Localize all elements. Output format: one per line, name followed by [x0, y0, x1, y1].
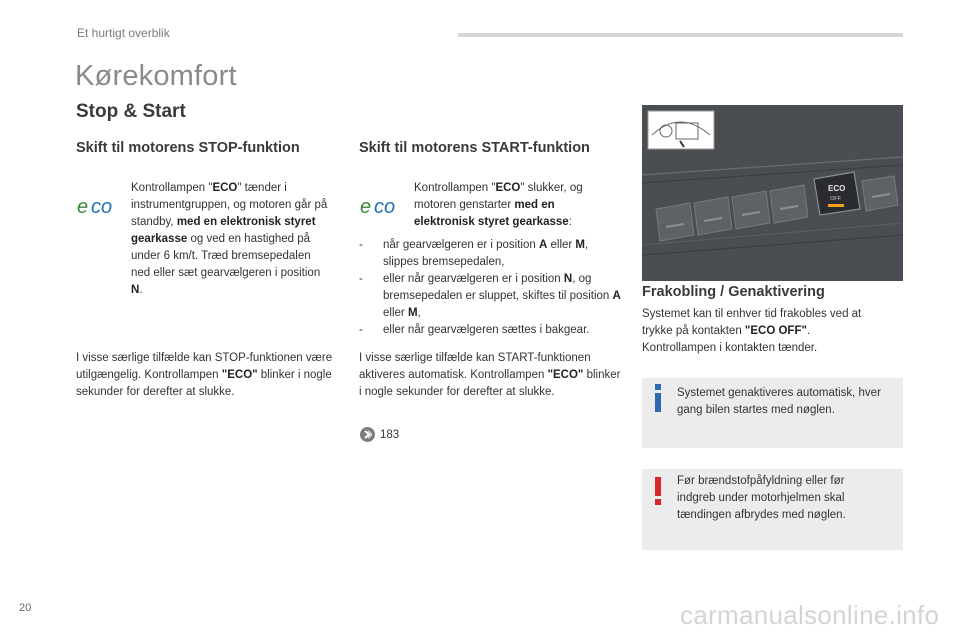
text: :: [568, 216, 572, 228]
reference-page-number: 183: [380, 428, 400, 441]
eco-icon: [77, 195, 123, 217]
eco-off-button-label-off: OFF: [830, 196, 841, 202]
eco-off-button-label: ECO: [828, 184, 846, 193]
text: I visse særlige tilfælde kan START-funktionen aktiveres automatisk. Kontrollampen: [359, 352, 591, 381]
running-header: Et hurtigt overblik: [77, 26, 170, 40]
info-text: Systemet genaktiveres automatisk, hver gang bilen startes med nøglen.: [677, 387, 881, 416]
eco-icon-letters-co: co: [374, 196, 396, 217]
eco-word: ECO: [212, 182, 238, 194]
start-function-paragraph: [414, 180, 614, 231]
text: eller når gearvælgeren sættes i bakgear.: [383, 324, 590, 336]
text: blinker i nogle sekunder for derefter at slukke.: [359, 369, 621, 398]
eco-icon-letters-co: co: [91, 196, 113, 217]
position-n: N: [131, 284, 140, 296]
watermark: carmanualsonline.info: [680, 600, 940, 630]
text: . Kontrollampen i kontakten tænder.: [642, 325, 818, 354]
eco-word: "ECO": [547, 369, 584, 381]
gearbox-emphasis: med en elektronisk styret gearkasse: [414, 199, 569, 228]
eco-icon-letter-e: e: [77, 196, 89, 217]
info-icon: [653, 384, 663, 412]
eco-word: "ECO": [221, 369, 258, 381]
position-a: A: [612, 290, 621, 302]
page-reference-link[interactable]: [360, 427, 399, 442]
header-rule: [458, 33, 903, 37]
start-function-heading: Skift til motorens START-funktion: [359, 140, 590, 156]
text: eller: [383, 307, 408, 319]
text: Kontrollampen ": [414, 182, 496, 194]
deactivation-heading: Frakobling / Genaktivering: [642, 284, 825, 300]
info-box: [642, 378, 903, 448]
gearbox-emphasis: med en elektronisk styret gearkasse: [131, 216, 316, 245]
list-item: [359, 237, 621, 271]
chevron-right-icon: [360, 427, 375, 442]
text: eller: [547, 239, 576, 251]
list-item: [359, 322, 621, 339]
eco-off-switch-photo: [642, 105, 903, 281]
warning-text: Før brændstofpåfyldning eller før indgreb under motorhjelmen skal tændingen afbrydes med nøglen.: [677, 475, 846, 521]
text: , slippes bremsepedalen,: [383, 239, 589, 268]
eco-icon-letter-e: e: [360, 196, 372, 217]
position-m: M: [575, 239, 586, 251]
start-special-cases-paragraph: [359, 350, 621, 401]
start-conditions-list: [359, 237, 621, 339]
list-item: [359, 271, 621, 322]
text: I visse særlige tilfælde kan STOP-funktionen være utilgængelig. Kontrollampen: [76, 352, 333, 381]
position-n: N: [563, 273, 573, 285]
warning-box: [642, 469, 903, 550]
text: ,: [417, 307, 421, 319]
eco-word: ECO: [495, 182, 521, 194]
text: Systemet kan til enhver tid frakobles ved at trykke på kontakten: [642, 308, 862, 337]
text: " tænder i instrumentgruppen, og motoren går på standby,: [131, 182, 328, 228]
deactivation-paragraph: [642, 306, 882, 357]
text: Kontrollampen ": [131, 182, 213, 194]
text: eller når gearvælgeren er i position: [383, 273, 564, 285]
text: " slukker, og motoren genstarter: [414, 182, 583, 211]
eco-off-emphasis: "ECO OFF": [744, 325, 807, 337]
text: , og bremsepedalen er sluppet, skiftes til position: [383, 273, 613, 302]
text: når gearvælgeren er i position: [383, 239, 539, 251]
page-title: Kørekomfort: [75, 60, 237, 92]
page-number: 20: [19, 602, 32, 614]
warning-icon: [653, 477, 663, 505]
position-a: A: [538, 239, 548, 251]
stop-function-heading: Skift til motorens STOP-funktion: [76, 140, 300, 156]
section-title: Stop & Start: [76, 101, 186, 122]
text: og ved en hastighed på under 6 km/t. Træd bremsepedalen ned eller sæt gearvælgeren i position: [131, 233, 321, 279]
text: .: [139, 284, 143, 296]
stop-special-cases-paragraph: [76, 350, 338, 401]
text: blinker i nogle sekunder for derefter at slukke.: [76, 369, 332, 398]
position-m: M: [407, 307, 418, 319]
stop-function-paragraph: [131, 180, 331, 299]
eco-off-indicator-light: [828, 204, 844, 207]
eco-icon: [360, 195, 406, 217]
